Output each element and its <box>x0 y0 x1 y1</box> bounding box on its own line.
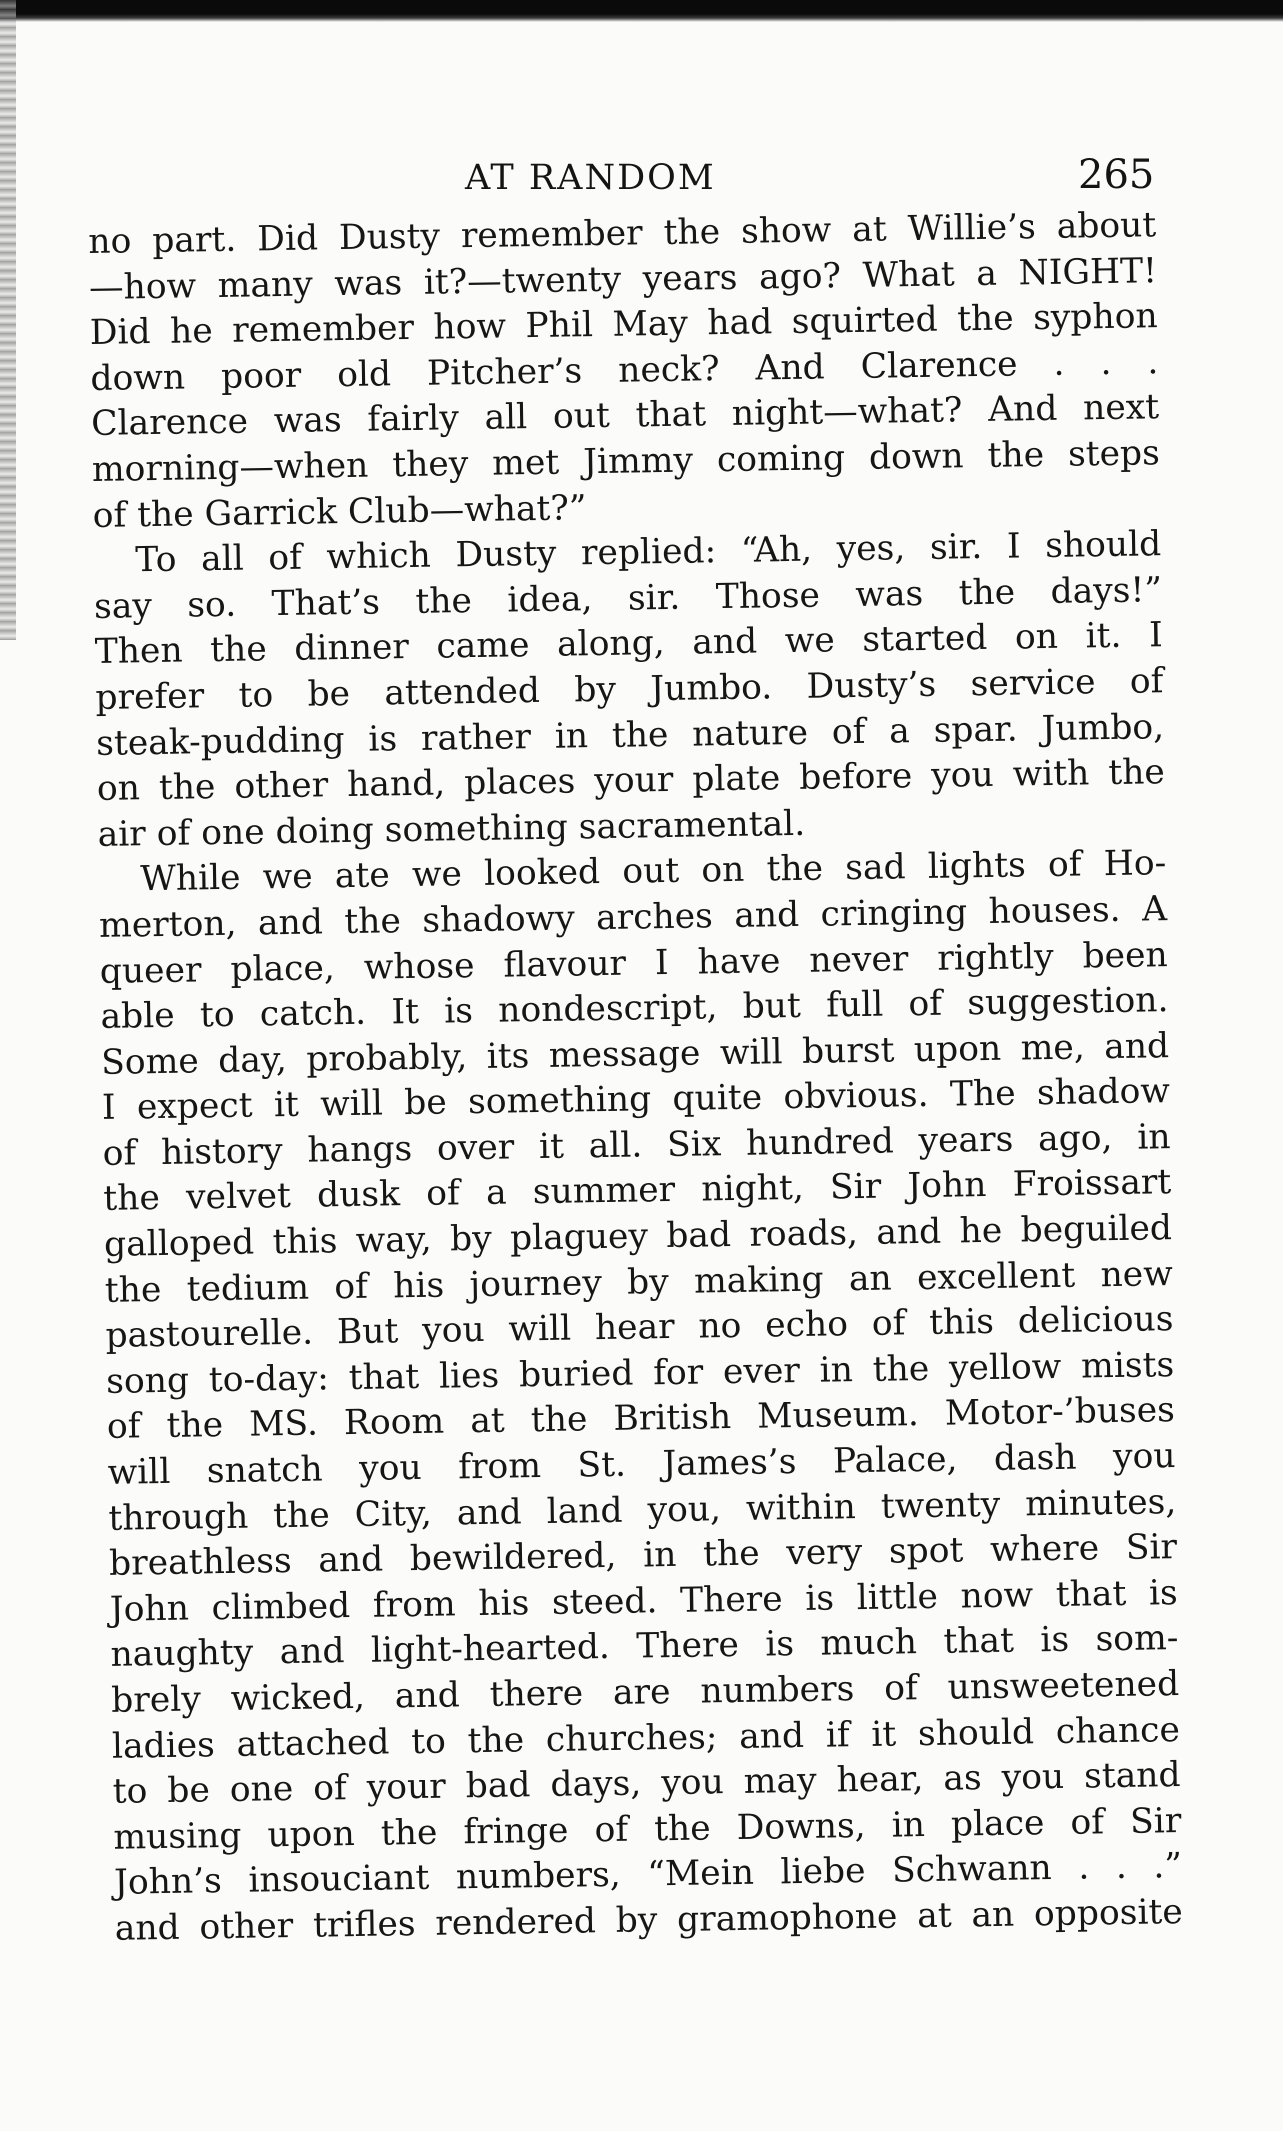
text-line: the velvet dusk of a summer night, Sir John Froissart <box>103 1162 1172 1220</box>
text-line: able to catch. It is nondescript, but full of suggestion. <box>100 980 1169 1037</box>
text-line: galloped this way, by plaguey bad roads, and he beguiled <box>103 1208 1173 1265</box>
text-line: Did he remember how Phil May had squirted the syphon <box>89 296 1158 354</box>
text-line: pastourelle. But you will hear no echo of this delicious <box>105 1299 1174 1357</box>
text-line: on the other hand, places your plate before you with the <box>96 752 1166 810</box>
page-header <box>0 152 1283 208</box>
text-line: of the Garrick Club—what?” <box>92 487 587 536</box>
text-line: the tedium of his journey by making an excellent new <box>104 1253 1173 1311</box>
body-text <box>88 203 1183 1952</box>
text-line: morning—when they met Jimmy coming down the steps <box>91 433 1161 490</box>
text-line: breathless and bewildered, in the very spot where Sir <box>108 1527 1178 1585</box>
page-number: 265 <box>1078 152 1155 198</box>
text-line: brely wicked, and there are numbers of unsweetened <box>110 1664 1180 1721</box>
text-line: say so. That’s the idea, sir. Those was the days!” <box>93 569 1163 627</box>
running-head: AT RANDOM <box>465 158 716 198</box>
scan-top-edge <box>0 0 1283 22</box>
text-line: naughty and light-hearted. There is much that is som- <box>110 1618 1179 1676</box>
text-line: —how many was it?—twenty years ago? What a NIGHT! <box>88 250 1158 308</box>
text-line: song to-day: that lies buried for ever in the yellow mists <box>105 1344 1175 1402</box>
text-line: merton, and the shadowy arches and cringing houses. A <box>98 889 1168 946</box>
text-line: queer place, whose flavour I have never rightly been <box>99 934 1168 992</box>
text-line: John climbed from his steed. There is little now that is <box>109 1572 1179 1630</box>
text-line: While we ate we looked out on the sad lights of Ho- <box>140 843 1167 900</box>
text-line: to be one of your bad days, you may hear, as you stand <box>112 1755 1181 1812</box>
text-line: air of one doing something sacramental. <box>97 803 806 855</box>
text-line: I expect it will be something quite obvious. The shadow <box>101 1071 1171 1129</box>
text-line: and other trifles rendered by gramophone at an opposite <box>114 1891 1184 1949</box>
text-line: of the MS. Room at the British Museum. Motor-’buses <box>106 1390 1176 1448</box>
text-line: Some day, probably, its message will burst upon me, and <box>100 1025 1170 1083</box>
text-line: down poor old Pitcher’s neck? And Clarence . . . <box>90 341 1159 399</box>
text-line: To all of which Dusty replied: “Ah, yes, sir. I should <box>135 524 1162 581</box>
text-line: ladies attached to the churches; and if it should chance <box>111 1709 1181 1767</box>
text-line: John’s insouciant numbers, “Mein liebe Schwann . . .” <box>113 1846 1183 1904</box>
text-line: will snatch you from St. James’s Palace, dash you <box>107 1436 1176 1493</box>
text-line: prefer to be attended by Jumbo. Dusty’s service of <box>95 661 1164 718</box>
text-line: steak-pudding is rather in the nature of a spar. Jumbo, <box>95 706 1165 764</box>
text-line: Then the dinner came along, and we started on it. I <box>94 615 1163 673</box>
text-line: no part. Did Dusty remember the show at Willie’s about <box>88 205 1157 262</box>
scan-spine-edge <box>0 0 16 640</box>
text-line: through the City, and land you, within twenty minutes, <box>108 1481 1177 1539</box>
text-line: musing upon the fringe of the Downs, in place of Sir <box>113 1800 1182 1858</box>
text-line: of history hangs over it all. Six hundred years ago, in <box>102 1116 1171 1174</box>
text-line: Clarence was fairly all out that night—what? And next <box>90 387 1160 445</box>
